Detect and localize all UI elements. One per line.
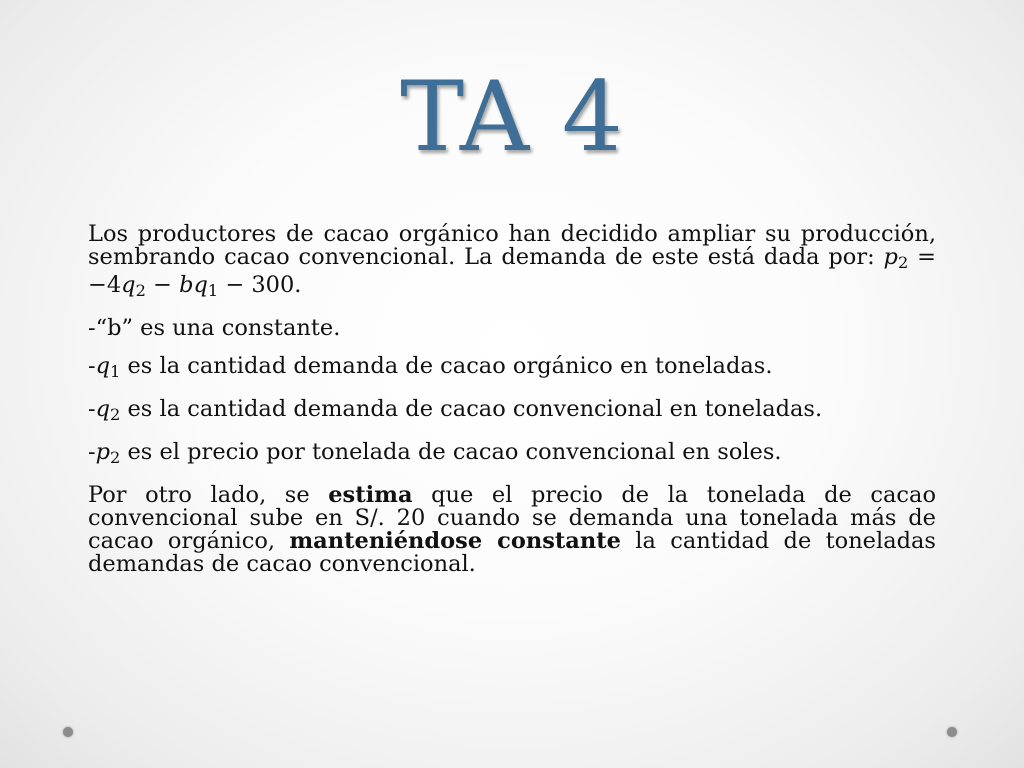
- subscript: 2: [135, 281, 146, 301]
- subscript: 2: [897, 253, 909, 273]
- var-p: p: [95, 439, 111, 466]
- bottom-left-dot-icon: [63, 727, 73, 737]
- bullet-text: es el precio por tonelada de cacao convencional en soles.: [120, 439, 782, 466]
- closing-text: que el precio de la tonelada de cacao convencional sube en S/. 20 cuando se demanda una tonelada más de cacao orgánico,: [88, 482, 936, 555]
- subscript: 1: [207, 281, 219, 301]
- slide-body: [88, 223, 936, 576]
- bullet-prefix: -: [88, 396, 96, 423]
- bullet-b-constant: -“b” es una constante.: [88, 315, 341, 342]
- bottom-right-dot-icon: [947, 727, 957, 737]
- subscript: 1: [110, 362, 121, 382]
- var-p: p: [883, 244, 898, 270]
- bullet-prefix: -: [88, 353, 96, 380]
- subscript: 2: [110, 448, 121, 468]
- bullet-q2: [88, 398, 936, 426]
- var-q: q: [95, 353, 111, 380]
- slide-title: TA 4: [400, 61, 624, 173]
- equation-part: −: [145, 272, 180, 299]
- closing-bold-constante: manteniéndose constante: [289, 528, 621, 555]
- var-q: q: [95, 396, 111, 423]
- bullet-q1: [88, 355, 936, 383]
- closing-text: la cantidad de toneladas demandas de cacao convencional.: [88, 528, 936, 578]
- var-q: q: [121, 272, 136, 299]
- equation-part: − 300.: [218, 272, 302, 299]
- closing-text: Por otro lado, se: [88, 482, 329, 509]
- var-q: q: [193, 272, 208, 299]
- bullet-p2: [88, 441, 936, 469]
- equation-part: = −4: [88, 244, 936, 299]
- intro-paragraph: [88, 223, 936, 302]
- bullet-text: es la cantidad demanda de cacao convencional en toneladas.: [120, 396, 823, 423]
- intro-text: Los productores de cacao orgánico han decidido ampliar su producción, sembrando cacao convencional. La demanda de este está dada por:: [88, 221, 936, 270]
- bullet-text: es la cantidad demanda de cacao orgánico en toneladas.: [120, 353, 773, 380]
- closing-paragraph: [88, 484, 936, 576]
- closing-bold-estima: estima: [328, 482, 413, 509]
- subscript: 2: [110, 405, 121, 425]
- var-b: b: [179, 272, 194, 299]
- bullet-prefix: -: [88, 439, 96, 466]
